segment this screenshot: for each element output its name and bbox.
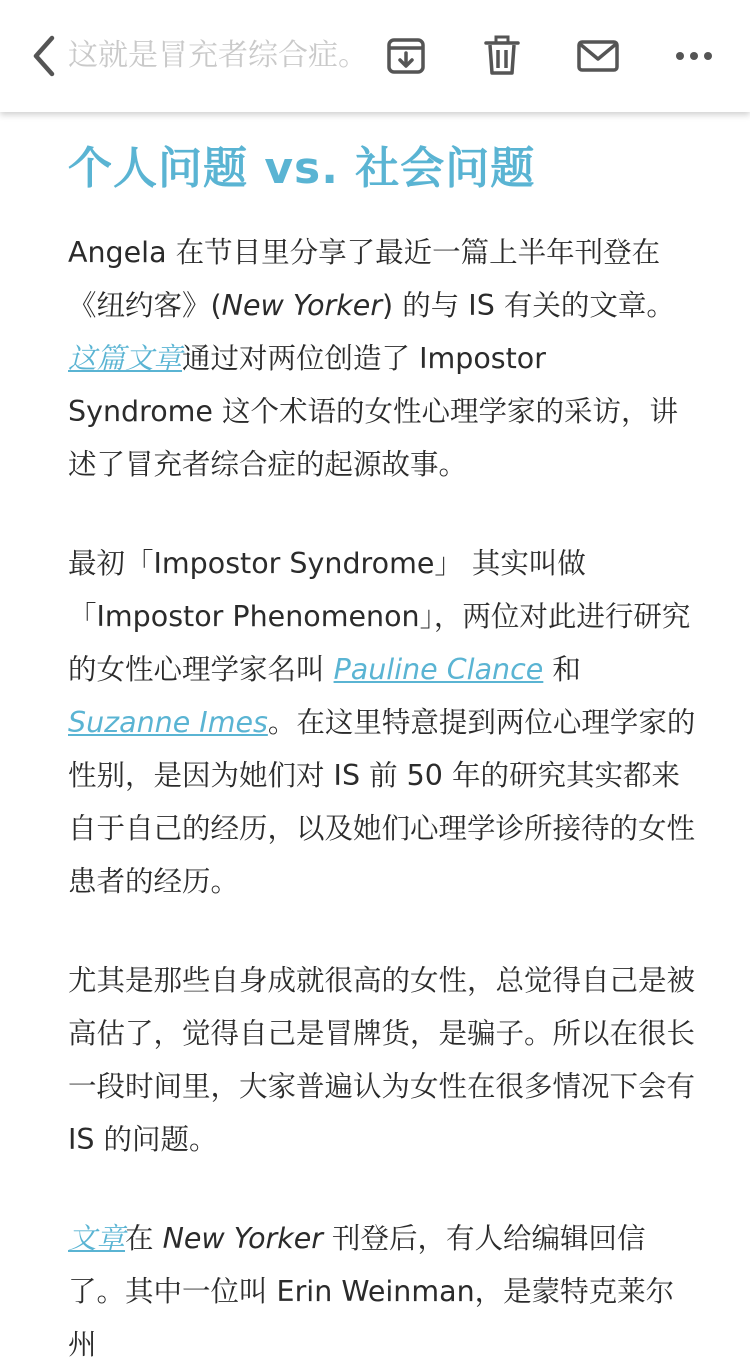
paragraph-3 <box>68 954 698 1166</box>
archive-download-icon <box>382 32 430 80</box>
text: 刊登后，有人给编辑回信了。其中一位叫 Erin Weinman，是蒙特克莱尔州 <box>68 1222 675 1361</box>
mail-envelope-icon <box>574 32 622 80</box>
back-button[interactable] <box>24 30 64 82</box>
trash-button[interactable] <box>478 32 526 80</box>
text: 最初「Impostor Syndrome」 其实叫做「Impostor Phenomenon」，两位对此进行研究的女性心理学家名叫 <box>68 547 691 686</box>
text: Angela 在节目里分享了最近一篇上半年刊登在《纽约客》( <box>68 236 661 322</box>
top-toolbar <box>0 0 750 112</box>
article-body <box>68 140 698 1371</box>
toolbar-title: 这就是冒充者综合症。 <box>68 38 368 73</box>
trash-icon <box>478 32 526 80</box>
more-horizontal-icon <box>670 32 718 80</box>
archive-button[interactable] <box>382 32 430 80</box>
more-button[interactable] <box>670 32 718 80</box>
article-link[interactable]: 文章 <box>68 1222 126 1255</box>
chevron-left-icon <box>24 30 64 82</box>
paragraph-2 <box>68 537 698 908</box>
text: 在 <box>125 1222 163 1255</box>
text: 。在这里特意提到两位心理学家的性别，是因为她们对 IS 前 50 年的研究其实都来自于自己的经历，以及她们心理学诊所接待的女性患者的经历。 <box>68 706 696 898</box>
mail-button[interactable] <box>574 32 622 80</box>
pauline-clance-link[interactable]: Pauline Clance <box>333 653 544 686</box>
publication-name: New Yorker <box>162 1222 323 1255</box>
text: 和 <box>543 653 581 686</box>
paragraph-1 <box>68 226 698 491</box>
suzanne-imes-link[interactable]: Suzanne Imes <box>68 706 268 739</box>
section-heading: 个人问题 vs. 社会问题 <box>68 143 536 194</box>
paragraph-4 <box>68 1212 698 1371</box>
text: ) 的与 IS 有关的文章。 <box>382 289 675 322</box>
text: 通过对两位创造了 Impostor Syndrome 这个术语的女性心理学家的采访，讲述了冒充者综合症的起源故事。 <box>68 342 678 481</box>
publication-name: New Yorker <box>221 289 383 322</box>
article-link[interactable]: 这篇文章 <box>68 342 183 375</box>
text: 尤其是那些自身成就很高的女性，总觉得自己是被高估了，觉得自己是冒牌货，是骗子。所以在很长一段时间里，大家普遍认为女性在很多情况下会有 IS 的问题。 <box>68 964 696 1156</box>
